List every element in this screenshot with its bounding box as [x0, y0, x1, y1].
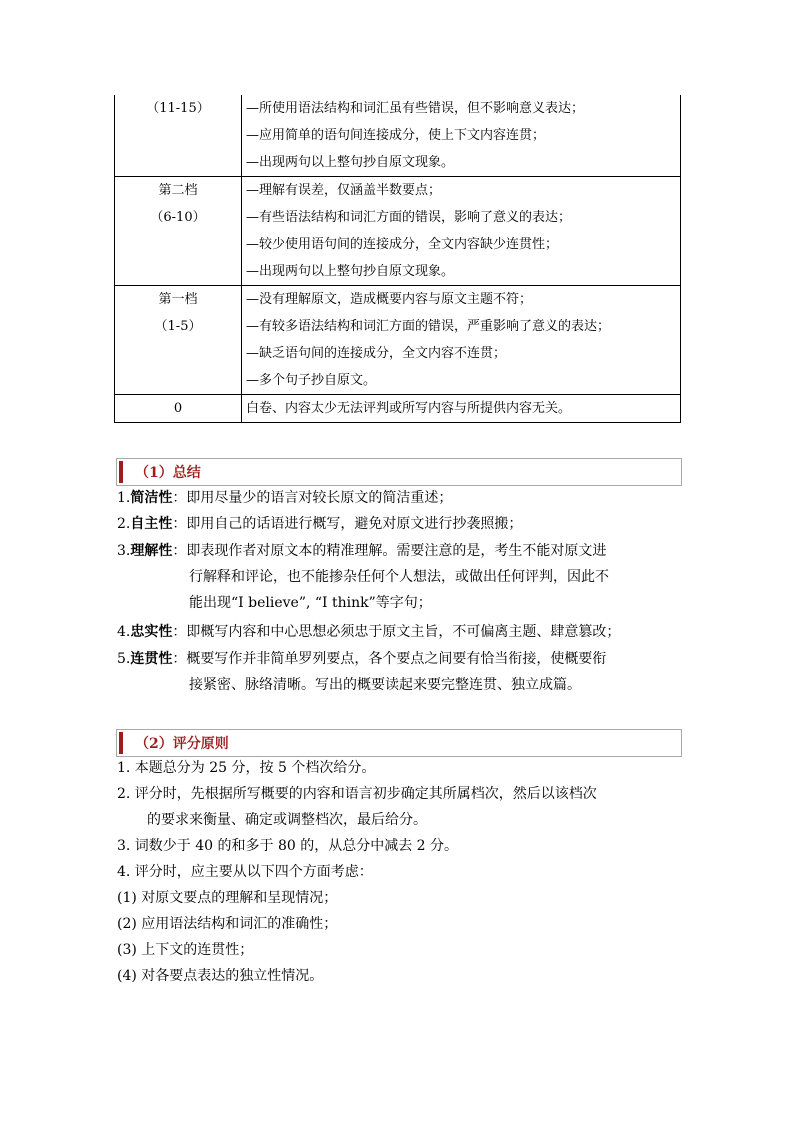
level-label: 第二档: [158, 183, 198, 198]
item-text: ：即用自己的话语进行概写，避免对原文进行抄袭照搬；: [172, 516, 523, 532]
section-title: （2）评分原则: [135, 736, 229, 752]
principle-line: 3. 词数少于 40 的和多于 80 的，从总分中减去 2 分。: [117, 838, 459, 854]
level-cell: [115, 286, 242, 395]
criteria-line: —有较多语法结构和词汇方面的错误，严重影响了意义的表达；: [246, 319, 611, 334]
level-label: 0: [173, 401, 183, 416]
item-text: 接紧密、脉络清晰。写出的概要读起来要完整连贯、独立成篇。: [189, 677, 581, 693]
criteria-line: —出现两句以上整句抄自原文现象。: [246, 155, 455, 170]
item-text: ：即表现作者对原文本的精准理解。需要注意的是，考生不能对原文进: [172, 543, 607, 559]
criteria-line: —没有理解原文，造成概要内容与原文主题不符；: [246, 292, 533, 307]
principle-line: 的要求来衡量、确定或调整档次，最后给分。: [147, 812, 427, 828]
level-cell: [115, 177, 242, 286]
item-text: 行解释和评论，也不能掺杂任何个人想法，或做出任何评判，因此不: [189, 569, 609, 585]
criteria-line: —缺乏语句间的连接成分，全文内容不连贯；: [246, 346, 507, 361]
item-text: 能出现“I believe”, “I think”等字句；: [189, 595, 432, 611]
criteria-line: —应用简单的语句间连接成分，使上下文内容连贯；: [246, 128, 546, 143]
score-range: （11-15）: [146, 101, 210, 116]
table-row: [115, 395, 681, 423]
criteria-cell: [242, 177, 681, 286]
item-text: ：即用尽量少的语言对较长原文的简洁重述；: [172, 490, 453, 506]
section-header-summary: [116, 458, 682, 486]
item-number: 2.: [117, 516, 131, 532]
accent-bar: [119, 732, 123, 754]
item-term: 连贯性: [130, 651, 173, 667]
criteria-line: 白卷、内容太少无法评判或所写内容与所提供内容无关。: [246, 401, 572, 416]
principle-line: (2) 应用语法结构和词汇的准确性；: [117, 916, 338, 932]
summary-item: [117, 511, 687, 537]
principles-list: [117, 755, 687, 989]
section-title: （1）总结: [135, 465, 201, 481]
summary-item: [117, 646, 687, 698]
level-label: 第一档: [158, 292, 198, 307]
criteria-line: —出现两句以上整句抄自原文现象。: [246, 264, 455, 279]
item-term: 自主性: [130, 516, 173, 532]
principle-line: (1) 对原文要点的理解和呈现情况；: [117, 890, 338, 906]
summary-item: [117, 485, 687, 511]
principle-line: (4) 对各要点表达的独立性情况。: [117, 968, 324, 984]
principle-line: 1. 本题总分为 25 分，按 5 个档次给分。: [117, 760, 376, 776]
item-term: 简洁性: [130, 490, 173, 506]
criteria-line: —有些语法结构和词汇方面的错误，影响了意义的表达；: [246, 210, 572, 225]
principle-line: (3) 上下文的连贯性；: [117, 942, 254, 958]
criteria-line: —所使用语法结构和词汇虽有些错误，但不影响意义表达；: [246, 101, 585, 116]
item-number: 3.: [117, 543, 131, 559]
principle-line: 2. 评分时，先根据所写概要的内容和语言初步确定其所属档次，然后以该档次: [117, 786, 597, 802]
criteria-cell: [242, 286, 681, 395]
item-number: 1.: [117, 490, 131, 506]
criteria-line: —多个句子抄自原文。: [246, 373, 377, 388]
grading-table: [114, 95, 681, 423]
principle-line: 4. 评分时，应主要从以下四个方面考虑：: [117, 864, 373, 880]
summary-item: [117, 538, 687, 616]
table-row: [115, 286, 681, 395]
item-number: 4.: [117, 624, 131, 640]
criteria-line: —理解有误差，仅涵盖半数要点；: [246, 183, 442, 198]
item-term: 理解性: [130, 543, 173, 559]
score-range: （1-5）: [154, 319, 202, 334]
table-row: [115, 177, 681, 286]
table-row: [115, 95, 681, 177]
summary-item: [117, 619, 687, 645]
item-term: 忠实性: [130, 624, 173, 640]
level-cell: [115, 395, 242, 423]
criteria-cell: [242, 95, 681, 177]
item-number: 5.: [117, 651, 131, 667]
accent-bar: [119, 461, 123, 483]
criteria-line: —较少使用语句间的连接成分，全文内容缺少连贯性；: [246, 237, 559, 252]
level-cell: [115, 95, 242, 177]
score-range: （6-10）: [150, 210, 206, 225]
item-text: ：即概写内容和中心思想必须忠于原文主旨，不可偏离主题、肆意篡改；: [172, 624, 621, 640]
section-header-principles: [116, 729, 682, 757]
item-text: ：概要写作并非简单罗列要点，各个要点之间要有恰当衔接，使概要衔: [172, 651, 607, 667]
criteria-cell: [242, 395, 681, 423]
